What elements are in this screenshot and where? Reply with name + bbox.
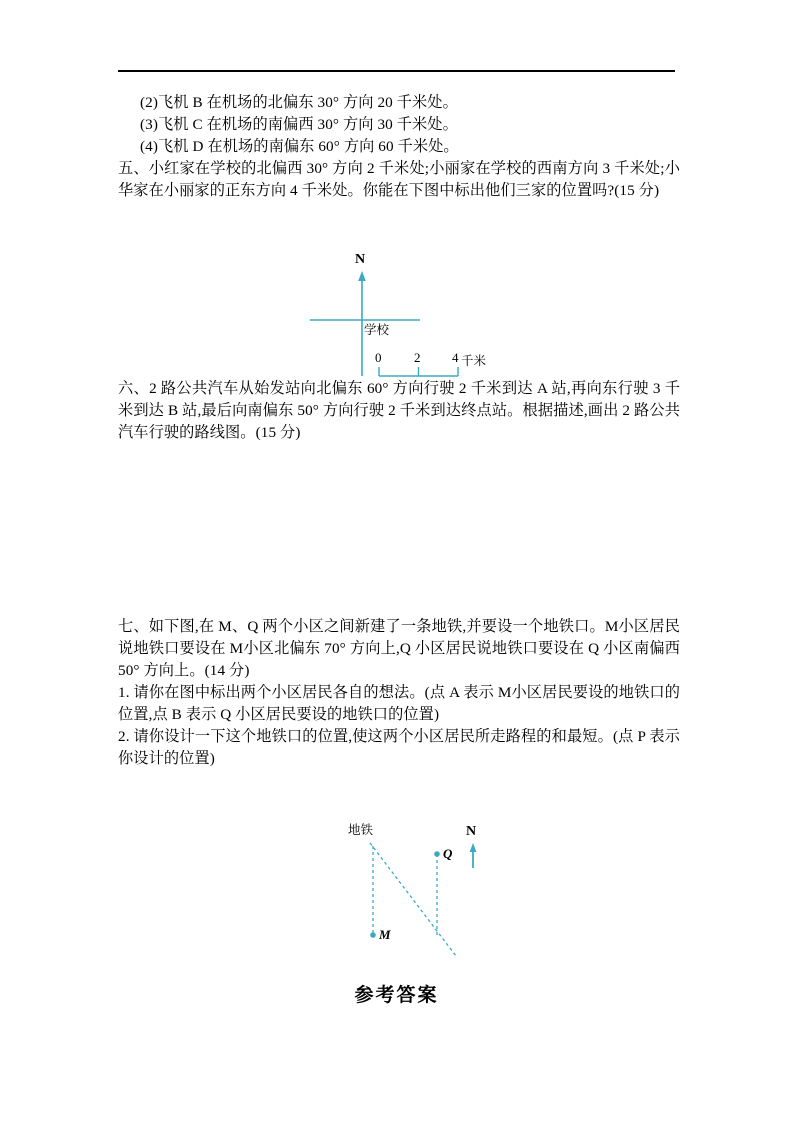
point-M-label: M — [379, 927, 391, 942]
question-4-item-2-text: (2)飞机 B 在机场的北偏东 30° 方向 20 千米处。 — [140, 94, 458, 111]
question-6-work-area — [118, 444, 680, 616]
metro-north-label: N — [466, 824, 477, 839]
question-7-part-2 — [118, 726, 680, 770]
question-4-item-2 — [118, 92, 680, 114]
question-7-stem — [118, 616, 680, 682]
school-diagram-svg — [280, 252, 510, 392]
metro-label: 地铁 — [348, 823, 374, 837]
question-content — [118, 92, 680, 770]
scale-label-4: 4 — [452, 350, 459, 365]
point-Q-dot — [434, 851, 440, 857]
metro-north-arrow-head — [470, 843, 477, 852]
scale-label-2: 2 — [414, 350, 421, 365]
scale-unit-label: 千米 — [461, 354, 487, 368]
question-4-item-4 — [118, 136, 680, 158]
question-7-part-2-text: 2. 请你设计一下这个地铁口的位置,使这两个小区居民所走路程的和最短。(点 P 表示你设计的位置) — [118, 728, 680, 767]
metro-location-diagram — [325, 818, 525, 968]
question-5 — [118, 158, 680, 202]
question-5-text: 五、小红家在学校的北偏西 30° 方向 2 千米处;小丽家在学校的西南方向 3 千米处;小华家在小丽家的正东方向 4 千米处。你能在下图中标出他们三家的位置吗?(15 分) — [118, 160, 680, 199]
question-7-stem-text: 七、如下图,在 M、Q 两个小区之间新建了一条地铁,并要设一个地铁口。M小区居民说地铁口要设在 M小区北偏东 70° 方向上,Q 小区居民说地铁口要设在 Q 小区南偏西 50° 方向上。(14 分) — [118, 618, 680, 679]
question-4-item-3-text: (3)飞机 C 在机场的南偏西 30° 方向 30 千米处。 — [140, 116, 458, 133]
north-label: N — [355, 252, 366, 267]
header-rule — [118, 70, 675, 72]
north-arrow-head — [358, 271, 366, 281]
school-direction-diagram — [280, 252, 510, 392]
school-origin-label: 学校 — [364, 323, 390, 337]
metro-diagram-svg — [325, 818, 525, 968]
answers-heading: 参考答案 — [354, 985, 439, 1006]
point-Q-label: Q — [443, 846, 453, 861]
question-6-text: 六、2 路公共汽车从始发站向北偏东 60° 方向行驶 2 千米到达 A 站,再向东行驶 3 千米到达 B 站,最后向南偏东 50° 方向行驶 2 千米到达终点站。根据描述,画出 2 路公共汽车行驶的路线图。(15 分) — [118, 380, 680, 441]
point-M-dot — [370, 932, 376, 938]
question-7-part-1 — [118, 682, 680, 726]
scale-label-0: 0 — [375, 350, 382, 365]
question-7-part-1-text: 1. 请你在图中标出两个小区居民各自的想法。(点 A 表示 M小区居民要设的地铁口的位置,点 B 表示 Q 小区居民要设的地铁口的位置) — [118, 684, 680, 723]
question-4-item-3 — [118, 114, 680, 136]
question-4-item-4-text: (4)飞机 D 在机场的南偏东 60° 方向 60 千米处。 — [140, 138, 459, 155]
